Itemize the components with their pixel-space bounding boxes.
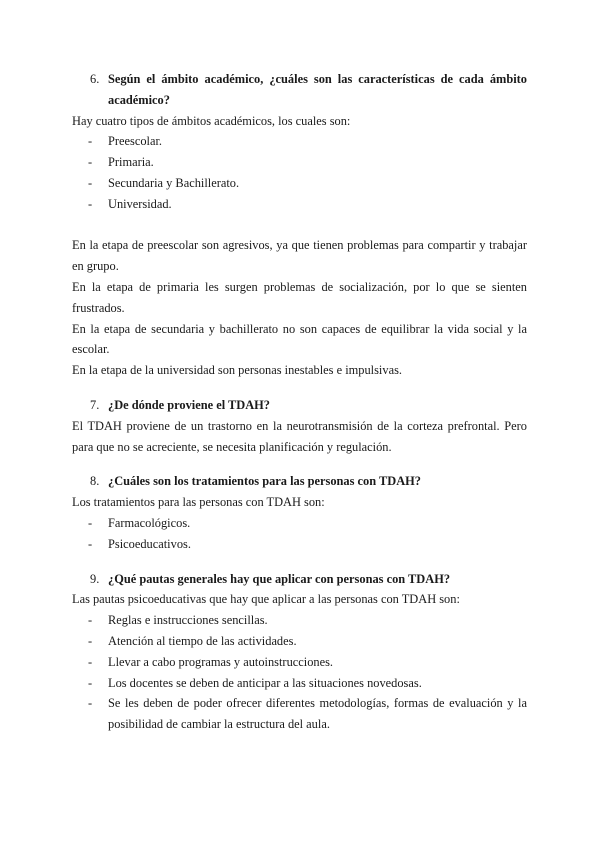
document-page	[72, 69, 527, 735]
list-item: - Primaria.	[72, 152, 527, 173]
question-7-heading	[72, 395, 527, 416]
list-item: - Atención al tiempo de las actividades.	[72, 631, 527, 652]
list-item: - Secundaria y Bachillerato.	[72, 173, 527, 194]
paragraph: El TDAH proviene de un trastorno en la neurotransmisión de la corteza prefrontal. Pero para que no se acreciente, se necesita planificación y regulación.	[72, 418, 527, 454]
list-item: - Llevar a cabo programas y autoinstrucciones.	[72, 652, 527, 673]
dash-bullet: -	[88, 536, 93, 551]
bullet-list	[72, 131, 527, 214]
dash-bullet: -	[88, 696, 93, 711]
dash-bullet: -	[88, 134, 93, 149]
question-number: 7.	[90, 397, 100, 412]
question-number: 8.	[90, 474, 100, 489]
bullet-list	[72, 513, 527, 555]
dash-bullet: -	[88, 654, 93, 669]
question-text: ¿Cuáles son los tratamientos para las personas con TDAH?	[108, 474, 421, 489]
question-number: 9.	[90, 571, 100, 586]
list-item: - Psicoeducativos.	[72, 534, 527, 555]
dash-bullet: -	[88, 175, 93, 190]
list-item: - Farmacológicos.	[72, 513, 527, 534]
list-item: - Preescolar.	[72, 131, 527, 152]
answer-intro: Los tratamientos para las personas con TDAH son:	[72, 495, 325, 510]
question-9-heading	[72, 569, 527, 590]
list-item: - Se les deben de poder ofrecer diferentes metodologías, formas de evaluación y la posibilidad de cambiar la estructura del aula.	[72, 693, 527, 735]
paragraph: En la etapa de preescolar son agresivos, ya que tienen problemas para compartir y trabajar en grupo.	[72, 238, 527, 274]
list-item: - Reglas e instrucciones sencillas.	[72, 610, 527, 631]
dash-bullet: -	[88, 613, 93, 628]
dash-bullet: -	[88, 675, 93, 690]
paragraph: En la etapa de secundaria y bachillerato no son capaces de equilibrar la vida social y la escolar.	[72, 321, 527, 357]
paragraph: En la etapa de la universidad son personas inestables e impulsivas.	[72, 363, 402, 378]
question-text: Según el ámbito académico, ¿cuáles son las características de cada ámbito académico?	[108, 72, 527, 107]
list-item: - Los docentes se deben de anticipar a las situaciones novedosas.	[72, 673, 527, 694]
paragraph: En la etapa de primaria les surgen problemas de socialización, por lo que se sienten frustrados.	[72, 279, 527, 315]
answer-intro: Hay cuatro tipos de ámbitos académicos, los cuales son:	[72, 113, 351, 128]
question-number: 6.	[90, 72, 100, 86]
answer-intro: Las pautas psicoeducativas que hay que aplicar a las personas con TDAH son:	[72, 592, 460, 607]
question-8-heading	[72, 471, 527, 492]
dash-bullet: -	[88, 155, 93, 170]
question-text: ¿Qué pautas generales hay que aplicar con personas con TDAH?	[108, 571, 451, 586]
dash-bullet: -	[88, 515, 93, 530]
dash-bullet: -	[88, 633, 93, 648]
dash-bullet: -	[88, 196, 93, 211]
question-6-heading	[72, 69, 527, 111]
list-item: - Universidad.	[72, 194, 527, 215]
question-text: ¿De dónde proviene el TDAH?	[108, 397, 271, 412]
bullet-list	[72, 610, 527, 735]
